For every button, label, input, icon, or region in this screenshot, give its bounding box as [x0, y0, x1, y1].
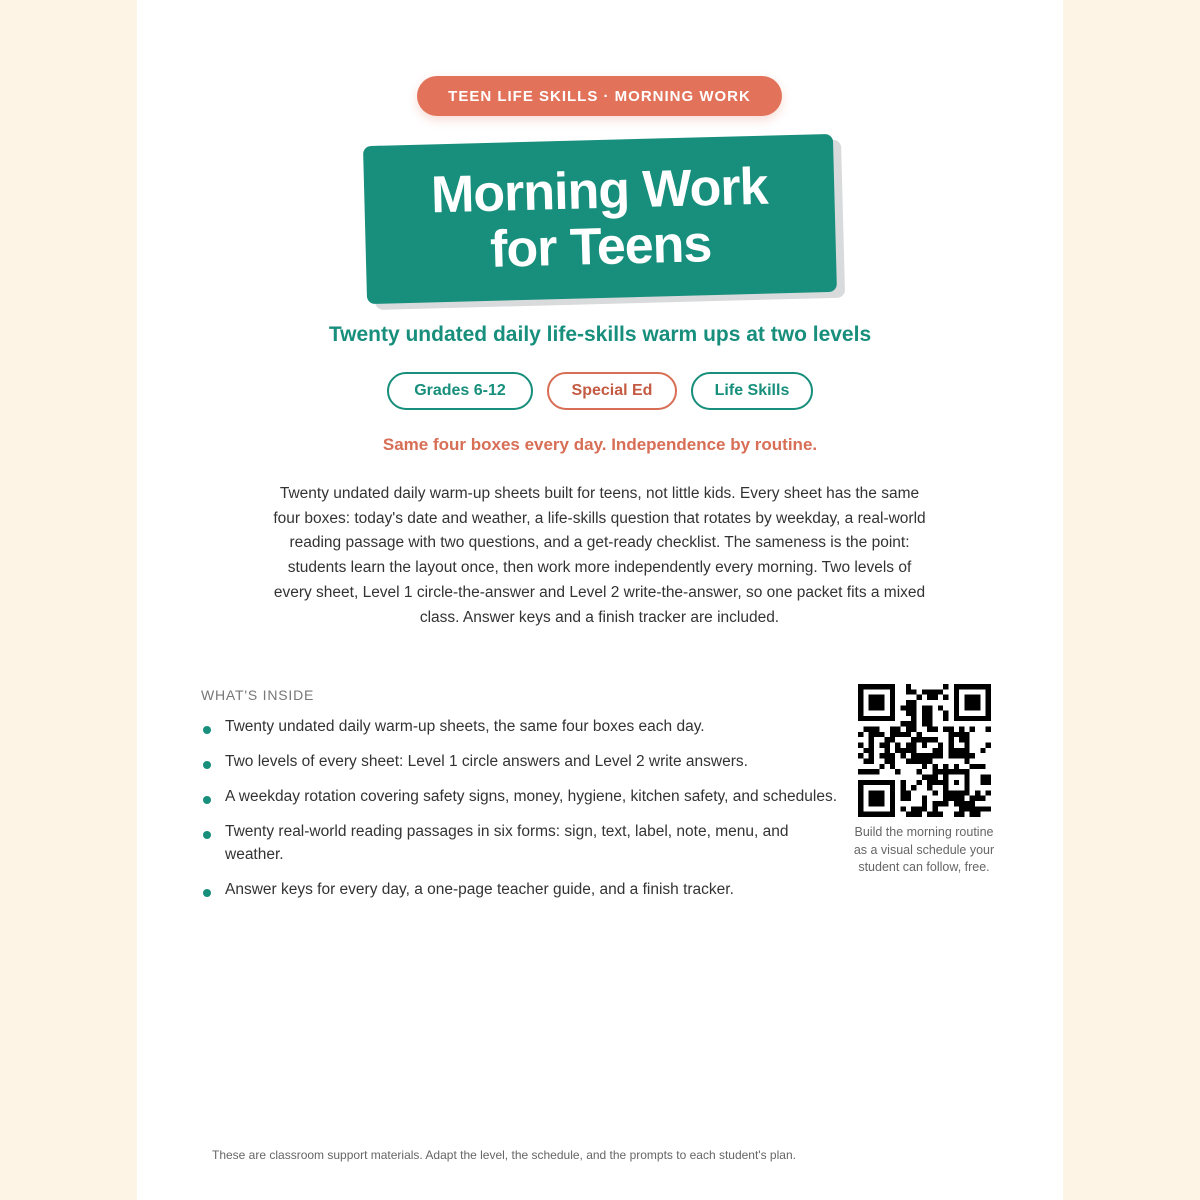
qr-caption: Build the morning routine as a visual schedule your student can follow, free. — [853, 825, 995, 874]
tag-special-ed: Special Ed — [547, 372, 677, 410]
bullet-dot-icon — [203, 831, 211, 839]
bullet-dot-icon — [203, 726, 211, 734]
bullet-dot-icon — [203, 796, 211, 804]
title-card — [363, 134, 837, 306]
qr-code-icon[interactable] — [858, 684, 991, 817]
whats-inside-list — [201, 716, 841, 914]
list-item: Twenty undated daily warm-up sheets, the same four boxes each day. — [201, 716, 841, 739]
list-item: Twenty real-world reading passages in six forms: sign, text, label, note, menu, and weather. — [201, 821, 841, 866]
list-item: A weekday rotation covering safety signs, money, hygiene, kitchen safety, and schedules. — [201, 786, 841, 809]
description: Twenty undated daily warm-up sheets built for teens, not little kids. Every sheet has the same four boxes: today's date and weather, a life-skills question that rotates by weekday, a real-world reading passage with two questions, and a get-ready checklist. The sameness is the point: students learn the layout once, then work more independently every morning. Two levels of every sheet, Level 1 circle-the-answer and Level 2 write-the-answer, so one packet fits a mixed class. Answer keys and a finish tracker are included. — [273, 485, 926, 626]
eyebrow-pill: TEEN LIFE SKILLS · MORNING WORK — [417, 76, 782, 116]
tag-grades: Grades 6-12 — [387, 372, 533, 410]
title-box — [363, 134, 837, 304]
product-page — [137, 0, 1063, 1200]
bullet-dot-icon — [203, 761, 211, 769]
page-title-line-1: Morning Work — [430, 157, 769, 225]
bullet-dot-icon — [203, 889, 211, 897]
tag-row — [137, 372, 1063, 410]
whats-inside-heading: WHAT'S INSIDE — [201, 687, 315, 703]
footer-note: These are classroom support materials. Adapt the level, the schedule, and the prompts to each student's plan. — [212, 1148, 796, 1162]
tag-life-skills: Life Skills — [691, 372, 813, 410]
page-subtitle: Twenty undated daily life-skills warm ups at two levels — [328, 323, 872, 346]
tagline: Same four boxes every day. Independence by routine. — [382, 435, 818, 454]
page-title-line-2: for Teens — [489, 215, 713, 279]
list-item: Two levels of every sheet: Level 1 circle answers and Level 2 write answers. — [201, 751, 841, 774]
list-item: Answer keys for every day, a one-page teacher guide, and a finish tracker. — [201, 879, 841, 902]
